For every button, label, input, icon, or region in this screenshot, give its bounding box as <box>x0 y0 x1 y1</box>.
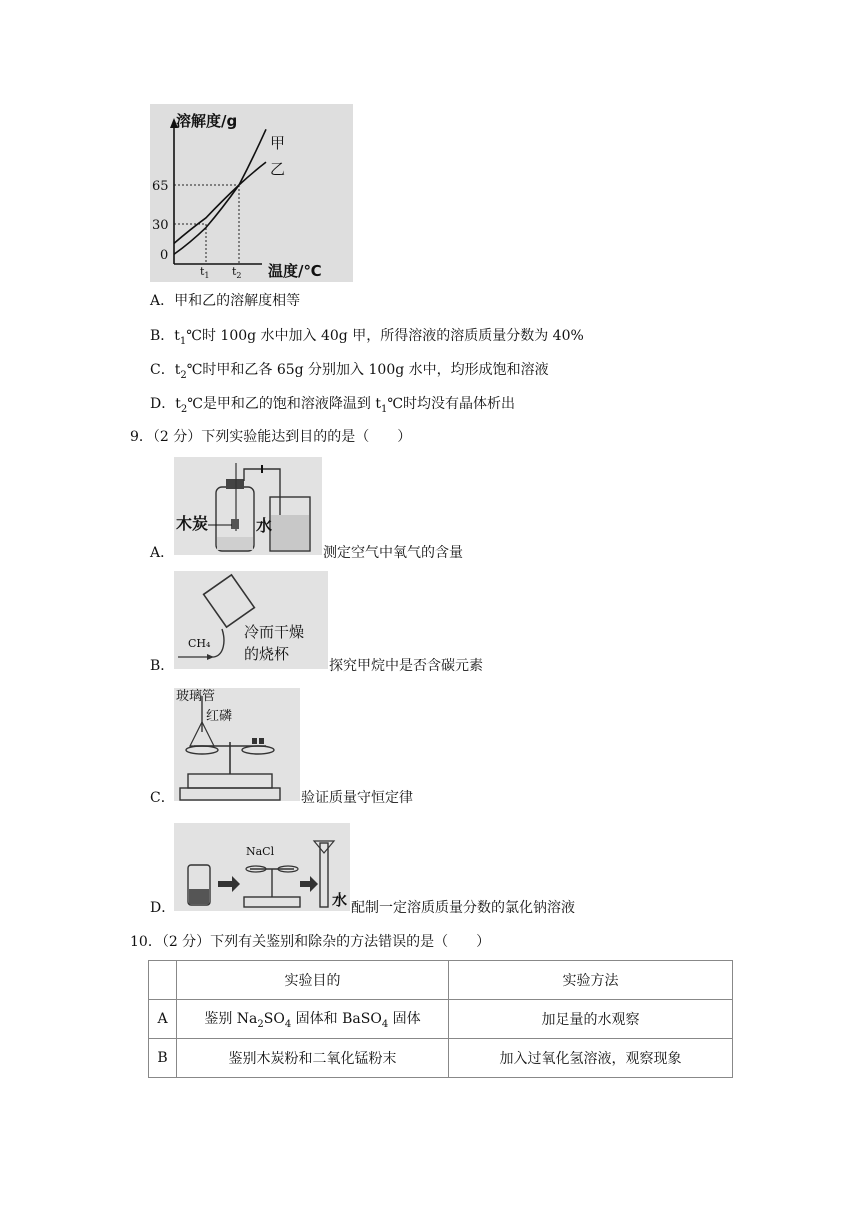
balance-base <box>180 788 280 800</box>
x-axis-label: 温度/℃ <box>268 262 322 280</box>
table-row <box>149 1039 733 1078</box>
label-charcoal: 木炭 <box>176 514 209 533</box>
series-jia-label: 甲 <box>270 134 286 152</box>
tick-65: 65 <box>152 179 169 194</box>
q9-b-text: 探究甲烷中是否含碳元素 <box>329 658 483 674</box>
q9-c-text: 验证质量守恒定律 <box>301 790 413 806</box>
q9-c-figure <box>174 688 300 801</box>
row-method: 加足量的水观察 <box>449 1000 733 1039</box>
gas-tube <box>214 629 224 657</box>
header-cell-blank <box>149 961 177 1000</box>
row-method: 加入过氧化氢溶液，观察现象 <box>449 1039 733 1078</box>
q9-d-figure <box>174 823 350 911</box>
weight-2 <box>259 738 264 744</box>
right-pan <box>242 746 274 754</box>
label-water: 水 <box>256 516 273 535</box>
q10-stem: 10．（2 分）下列有关鉴别和除杂的方法错误的是（ ） <box>130 934 491 950</box>
label-ch4: CH₄ <box>188 637 211 650</box>
inlet-arrow <box>207 654 214 660</box>
label-water: 水 <box>332 891 348 909</box>
q9-d-letter: D． <box>150 900 176 916</box>
row-key: B <box>149 1039 177 1078</box>
q8-option-a: A．甲和乙的溶解度相等 <box>150 293 301 309</box>
q9-b-letter: B． <box>150 658 175 674</box>
scale-base <box>244 897 300 907</box>
water <box>271 515 309 550</box>
arrow-1 <box>218 876 240 892</box>
header-cell-method: 实验方法 <box>449 961 733 1000</box>
q9-c-letter: C． <box>150 790 175 806</box>
table-row <box>149 1000 733 1039</box>
solubility-chart-svg <box>150 104 353 282</box>
header-cell-goal: 实验目的 <box>177 961 449 1000</box>
curve-jia <box>174 129 266 254</box>
bottle-water <box>217 537 253 550</box>
curve-yi <box>174 162 266 243</box>
tick-30: 30 <box>152 218 169 233</box>
q9-a-letter: A． <box>150 545 175 561</box>
q9-a-figure <box>174 457 322 555</box>
label-glass-tube: 玻璃管 <box>176 689 216 704</box>
solubility-chart <box>150 104 353 282</box>
salt <box>189 889 209 904</box>
label-red-phosphorus: 红磷 <box>206 709 233 724</box>
stopper <box>226 479 244 489</box>
tick-t2: $t_2$ <box>232 265 242 280</box>
y-axis-label: 溶解度/g <box>176 112 238 130</box>
charcoal <box>231 519 239 529</box>
arrow-2 <box>300 876 318 892</box>
beaker-inverted <box>204 575 255 627</box>
label-cold-dry: 冷而干燥 <box>244 623 305 641</box>
tick-0: 0 <box>160 248 169 263</box>
weight-1 <box>252 738 257 744</box>
balance-body <box>188 774 272 788</box>
q10-table <box>148 960 733 1078</box>
label-nacl: NaCl <box>246 845 275 858</box>
tick-t1: $t_1$ <box>200 265 210 280</box>
label-beaker: 的烧杯 <box>244 645 290 663</box>
q8-option-d: D．$t_2℃$是甲和乙的饱和溶液降温到 $t_1℃$时均没有晶体析出 <box>150 396 516 415</box>
q9-d-text: 配制一定溶质质量分数的氯化钠溶液 <box>351 900 575 916</box>
q9-stem: 9．（2 分）下列实验能达到目的的是（ ） <box>130 429 412 445</box>
left-pan <box>186 746 218 754</box>
row-key: A <box>149 1000 177 1039</box>
series-yi-label: 乙 <box>270 160 286 178</box>
q8-option-b: B．$t_1℃$时 100g 水中加入 40g 甲，所得溶液的溶质质量分数为 40% <box>150 328 584 347</box>
table-header-row <box>149 961 733 1000</box>
q8-option-c: C．$t_2℃$时甲和乙各 65g 分别加入 100g 水中，均形成饱和溶液 <box>150 362 549 381</box>
row-goal: 鉴别 $Na_2SO_4$ 固体和 BaSO$_4$ 固体 <box>177 1000 449 1039</box>
q9-b-figure <box>174 571 328 669</box>
row-goal: 鉴别木炭粉和二氧化锰粉末 <box>177 1039 449 1078</box>
q9-a-text: 测定空气中氧气的含量 <box>323 545 463 561</box>
